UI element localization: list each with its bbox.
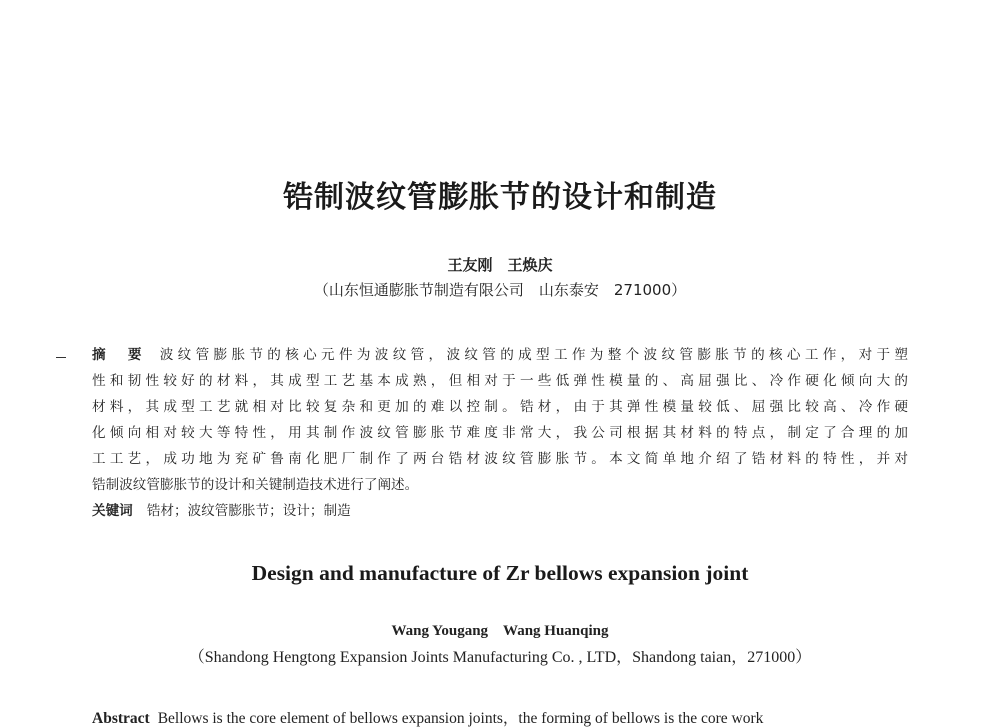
keywords-cn: [92, 499, 908, 519]
affiliation-english: （Shandong Hengtong Expansion Joints Manufacturing Co. , LTD，Shandong taian，271000）: [188, 649, 812, 666]
abstract-cn-line: 材料，其成型工艺就相对比较复杂和更加的难以控制。锆材，由于其弹性模量较低、屈强比较高、冷作硬: [92, 399, 908, 415]
margin-mark: [56, 357, 66, 358]
abstract-cn-label: 摘 要: [92, 347, 146, 363]
abstract-cn-line: 化倾向相对较大等特性，用其制作波纹管膨胀节难度非常大，我公司根据其材料的特点，制定了合理的加: [92, 425, 908, 441]
keywords-cn-label: 关键词: [92, 503, 133, 519]
paper-title-chinese: 锆制波纹管膨胀节的设计和制造: [283, 180, 717, 215]
authors-chinese: 王友刚 王焕庆: [447, 256, 553, 274]
keywords-cn-text: 锆材；波纹管膨胀节；设计；制造: [146, 503, 351, 519]
paper-title-english: Design and manufacture of Zr bellows expansion joint: [251, 561, 749, 585]
abstract-en-text: Bellows is the core element of bellows expansion joints，the forming of bellows is the core work: [157, 710, 764, 727]
abstract-cn-line: 性和韧性较好的材料，其成型工艺基本成熟，但相对于一些低弹性模量的、高屈强比、冷作硬化倾向大的: [92, 373, 908, 389]
authors-english: Wang Yougang Wang Huanqing: [391, 623, 609, 639]
abstract-english: [92, 706, 908, 728]
abstract-cn-line-text: 波纹管膨胀节的核心元件为波纹管，波纹管的成型工作为整个波纹管膨胀节的核心工作，对于塑: [159, 347, 909, 363]
abstract-cn-line: [92, 343, 908, 363]
abstract-en-label: Abstract: [92, 710, 150, 727]
affiliation-chinese: （山东恒通膨胀节制造有限公司 山东泰安 271000）: [313, 281, 687, 299]
abstract-cn-line: 锆制波纹管膨胀节的设计和关键制造技术进行了阐述。: [92, 477, 419, 493]
abstract-cn-line: 工工艺，成功地为兖矿鲁南化肥厂制作了两台锆材波纹管膨胀节。本文简单地介绍了锆材料的特性，并对: [92, 451, 908, 467]
